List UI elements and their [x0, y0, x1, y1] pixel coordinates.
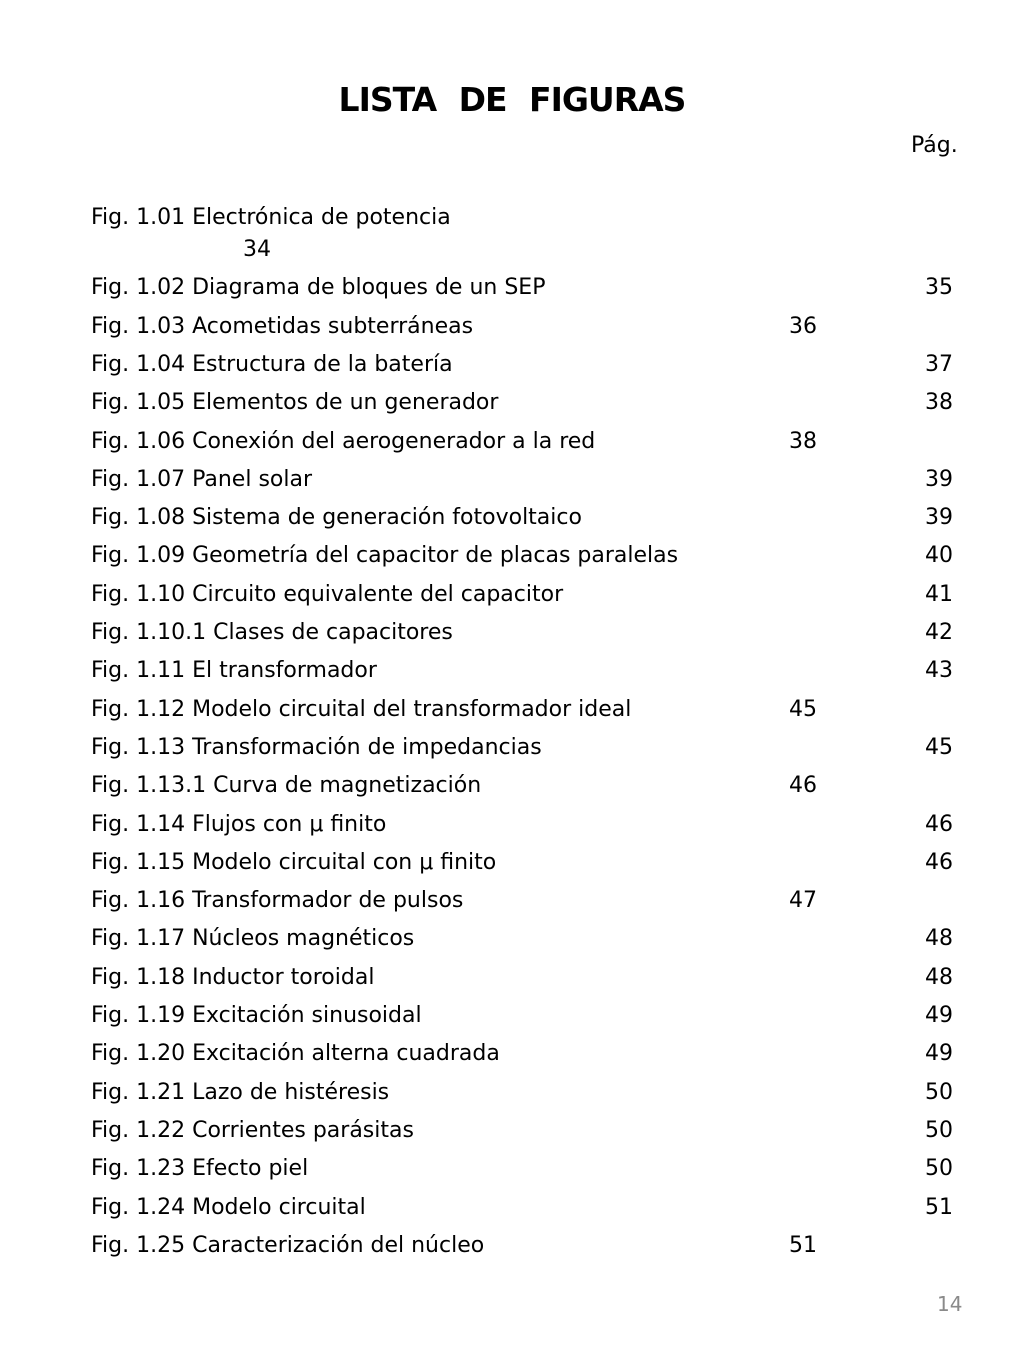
list-item	[0, 582, 1024, 620]
page-title: LISTA DE FIGURAS	[338, 80, 686, 119]
figure-caption: Fig. 1.16 Transformador de pulsos	[91, 888, 464, 913]
figure-page-number: 39	[925, 505, 953, 530]
figure-caption: Fig. 1.20 Excitación alterna cuadrada	[91, 1041, 500, 1066]
figure-page-number: 35	[925, 275, 953, 300]
figure-caption: Fig. 1.05 Elementos de un generador	[91, 390, 499, 415]
figure-page-number: 38	[925, 390, 953, 415]
figure-caption: Fig. 1.07 Panel solar	[91, 467, 312, 492]
figure-caption: Fig. 1.22 Corrientes parásitas	[91, 1118, 414, 1143]
list-item	[0, 965, 1024, 1003]
figure-page-number: 45	[925, 735, 953, 760]
list-item	[0, 773, 1024, 811]
list-item	[0, 888, 1024, 926]
figure-caption: Fig. 1.24 Modelo circuital	[91, 1195, 366, 1220]
list-item	[0, 467, 1024, 505]
figure-page-number: 49	[925, 1003, 953, 1028]
list-item	[0, 275, 1024, 313]
page-column-header: Pág.	[911, 133, 958, 158]
figure-caption: Fig. 1.14 Flujos con μ finito	[91, 812, 387, 837]
list-item	[0, 352, 1024, 390]
list-item	[0, 1195, 1024, 1233]
figure-caption: Fig. 1.19 Excitación sinusoidal	[91, 1003, 422, 1028]
list-item	[0, 205, 1024, 262]
list-item	[0, 543, 1024, 581]
figure-page-number: 41	[925, 582, 953, 607]
figure-caption: Fig. 1.23 Efecto piel	[91, 1156, 309, 1181]
figure-caption: Fig. 1.11 El transformador	[91, 658, 377, 683]
list-item	[0, 658, 1024, 696]
list-item	[0, 1041, 1024, 1079]
figure-caption: Fig. 1.17 Núcleos magnéticos	[91, 926, 415, 951]
figure-page-number: 43	[925, 658, 953, 683]
figure-caption: Fig. 1.04 Estructura de la batería	[91, 352, 453, 377]
list-item	[0, 1233, 1024, 1271]
figure-page-number: 47	[789, 888, 817, 913]
figure-caption: Fig. 1.25 Caracterización del núcleo	[91, 1233, 485, 1258]
figure-caption: Fig. 1.18 Inductor toroidal	[91, 965, 375, 990]
figure-page-number: 51	[925, 1195, 953, 1220]
figure-caption: Fig. 1.02 Diagrama de bloques de un SEP	[91, 275, 546, 300]
list-item	[0, 697, 1024, 735]
figure-page-number: 39	[925, 467, 953, 492]
figure-caption: Fig. 1.10.1 Clases de capacitores	[91, 620, 453, 645]
list-item	[0, 1003, 1024, 1041]
figure-caption: Fig. 1.13 Transformación de impedancias	[91, 735, 542, 760]
list-item	[0, 1156, 1024, 1194]
figure-page-number: 46	[925, 850, 953, 875]
list-item	[0, 620, 1024, 658]
figure-page-number: 40	[925, 543, 953, 568]
list-item	[0, 314, 1024, 352]
list-item	[0, 390, 1024, 428]
list-item	[0, 850, 1024, 888]
figure-page-number: 48	[925, 965, 953, 990]
figure-page-number: 37	[925, 352, 953, 377]
figure-page-number: 50	[925, 1156, 953, 1181]
figure-page-number: 34	[243, 237, 271, 262]
list-item	[0, 1080, 1024, 1118]
figure-caption: Fig. 1.15 Modelo circuital con μ finito	[91, 850, 497, 875]
page-number: 14	[937, 1292, 963, 1316]
figure-page-number: 46	[789, 773, 817, 798]
figure-page-number: 51	[789, 1233, 817, 1258]
figure-caption: Fig. 1.09 Geometría del capacitor de placas paralelas	[91, 543, 679, 568]
figure-page-number: 50	[925, 1118, 953, 1143]
figure-page-number: 49	[925, 1041, 953, 1066]
list-item	[0, 812, 1024, 850]
list-item	[0, 505, 1024, 543]
figure-page-number: 50	[925, 1080, 953, 1105]
figure-caption: Fig. 1.06 Conexión del aerogenerador a la red	[91, 429, 596, 454]
figure-page-number: 48	[925, 926, 953, 951]
figure-page-number: 36	[789, 314, 817, 339]
figure-caption: Fig. 1.03 Acometidas subterráneas	[91, 314, 474, 339]
figure-page-number: 38	[789, 429, 817, 454]
figure-page-number: 42	[925, 620, 953, 645]
list-item	[0, 926, 1024, 964]
figure-caption: Fig. 1.08 Sistema de generación fotovoltaico	[91, 505, 582, 530]
list-item	[0, 429, 1024, 467]
figure-page-number: 45	[789, 697, 817, 722]
figure-caption: Fig. 1.13.1 Curva de magnetización	[91, 773, 482, 798]
figure-caption: Fig. 1.01 Electrónica de potencia	[91, 205, 451, 230]
figure-caption: Fig. 1.12 Modelo circuital del transformador ideal	[91, 697, 632, 722]
figure-caption: Fig. 1.10 Circuito equivalente del capacitor	[91, 582, 564, 607]
figure-caption: Fig. 1.21 Lazo de histéresis	[91, 1080, 390, 1105]
figure-page-number: 46	[925, 812, 953, 837]
list-item	[0, 1118, 1024, 1156]
list-item	[0, 735, 1024, 773]
